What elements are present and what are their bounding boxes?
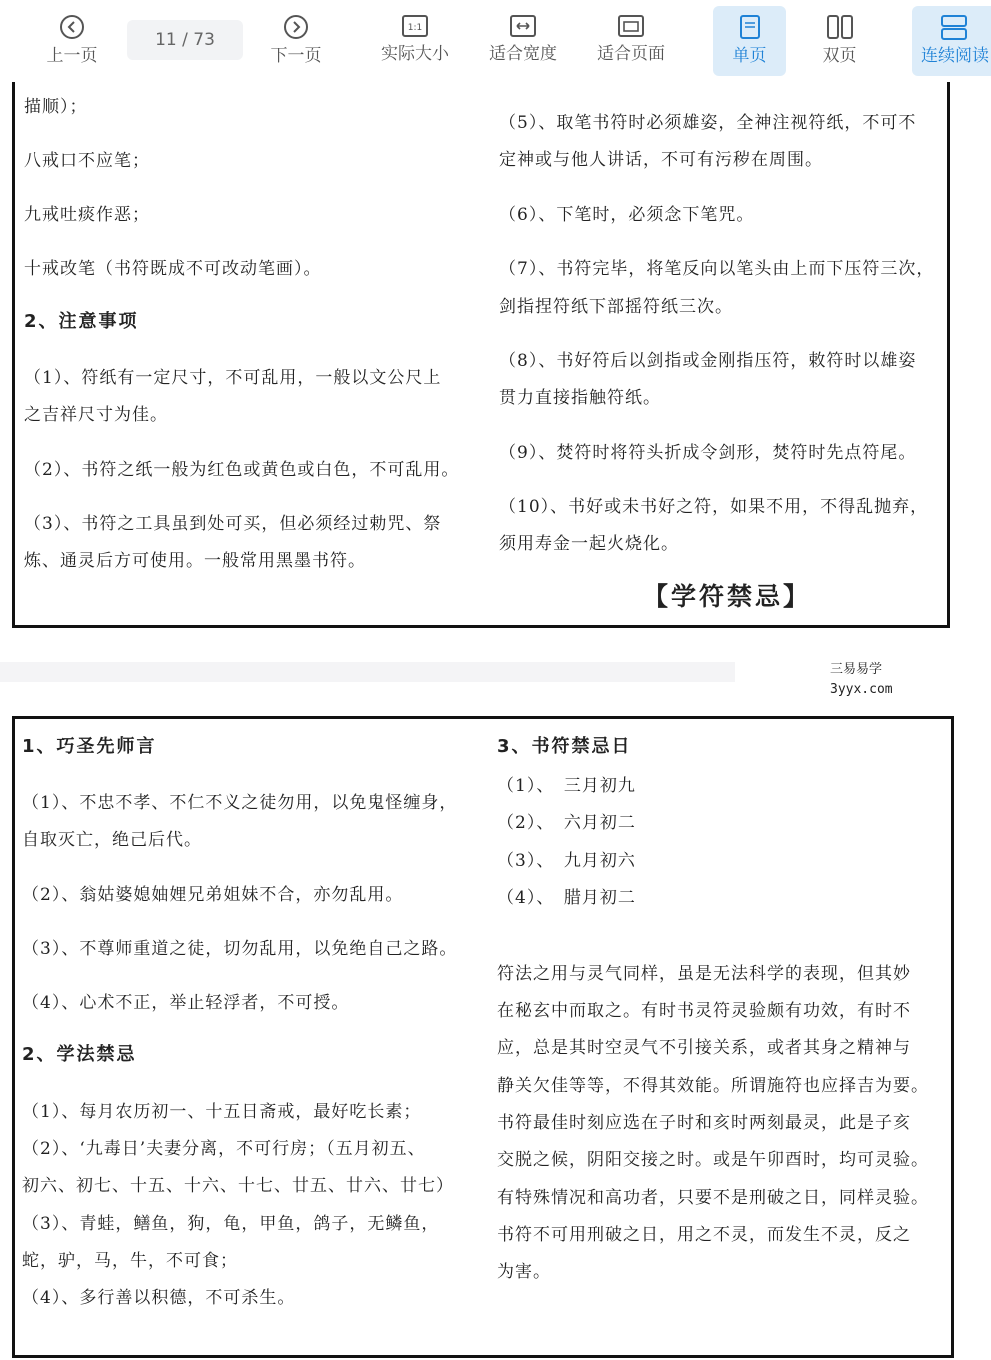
fit-page-button[interactable] (588, 6, 674, 76)
text-line: （4）、多行善以积德，不可杀生。 (22, 1288, 296, 1308)
text-line: 定神或与他人讲话，不可有污秽在周围。 (499, 150, 823, 170)
document-page-12 (12, 716, 954, 1358)
svg-text:1:1: 1:1 (407, 23, 423, 33)
text-line: 符法之用与灵气同样，虽是无法科学的表现，但其妙 (497, 964, 911, 984)
continuous-reading-icon (940, 14, 968, 40)
text-line: 八戒口不应笔； (24, 151, 150, 171)
text-line: 之吉祥尺寸为佳。 (24, 405, 168, 425)
page1-left-column (24, 40, 484, 620)
watermark-line: 三易易学 (830, 662, 883, 677)
text-line: 为害。 (497, 1262, 551, 1282)
section-title: 【学符禁忌】 (643, 582, 812, 611)
section-heading: 1、巧圣先师言 (22, 736, 157, 757)
text-line: （7）、书符完毕，将笔反向以笔头由上而下压符三次， (499, 259, 935, 279)
text-line: 自取灭亡，绝己后代。 (22, 830, 202, 850)
text-line: （2）、翁姑婆媳妯娌兄弟姐妹不合，亦勿乱用。 (22, 885, 404, 905)
watermark (830, 660, 893, 700)
text-line: （1）、不忠不孝、不仁不义之徒勿用，以免鬼怪缠身， (22, 793, 458, 813)
text-line: 十戒改笔（书符既成不可改动笔画）。 (24, 259, 322, 279)
text-line: （4）、心术不正，举止轻浮者，不可授。 (22, 993, 350, 1013)
double-page-label: 双页 (822, 46, 857, 66)
text-line: 剑指捏符纸下部摇符纸三次。 (499, 297, 733, 317)
text-line: 书符不可用刑破之日，用之不灵，而发生不灵，反之 (497, 1225, 911, 1245)
next-page-button[interactable] (260, 6, 332, 76)
continuous-reading-button[interactable] (912, 6, 991, 76)
text-line: 九戒吐痰作恶； (24, 205, 150, 225)
text-line: 静关欠佳等等，不得其效能。所谓施符也应择吉为要。 (497, 1076, 929, 1096)
fit-page-label: 适合页面 (597, 44, 665, 64)
actual-size-label: 实际大小 (381, 44, 449, 64)
text-line: （6）、下笔时，必须念下笔咒。 (499, 205, 755, 225)
text-line: （3）、不尊师重道之徒，切勿乱用，以免绝自己之路。 (22, 939, 458, 959)
text-line: 初六、初七、十五、十六、十七、廿五、廿六、廿七） (22, 1176, 454, 1196)
single-page-icon (739, 14, 761, 40)
prev-page-button[interactable] (36, 6, 108, 76)
text-line: （3）、青蛙，鳝鱼，狗，龟，甲鱼，鸽子，无鳞鱼， (22, 1214, 440, 1234)
fit-width-icon (509, 14, 537, 38)
watermark-line: 3yyx.com (830, 682, 893, 697)
double-page-icon (826, 14, 854, 40)
page2-left-column (22, 719, 487, 1349)
single-page-label: 单页 (732, 46, 767, 66)
viewer-toolbar (0, 0, 991, 82)
text-line: 应，总是其时空灵气不引接关系，或者其身之精神与 (497, 1038, 911, 1058)
section-heading: 2、学法禁忌 (22, 1044, 137, 1065)
text-line: （10）、书好或未书好之符，如果不用，不得乱抛弃， (499, 497, 929, 517)
text-line: 蛇，驴，马，牛，不可食； (22, 1251, 238, 1271)
text-line: （2）、书符之纸一般为红色或黄色或白色，不可乱用。 (24, 460, 460, 480)
double-page-button[interactable] (803, 6, 876, 76)
text-line: 须用寿金一起火烧化。 (499, 534, 679, 554)
text-line: 描顺）； (24, 97, 88, 117)
text-line: （3）、 九月初六 (497, 851, 636, 871)
section-heading: 2、注意事项 (24, 311, 139, 332)
text-line: 有特殊情况和高功者，只要不是刑破之日，同样灵验。 (497, 1188, 929, 1208)
text-line: 书符最佳时刻应选在子时和亥时两刻最灵，此是子亥 (497, 1113, 911, 1133)
text-line: （1）、 三月初九 (497, 776, 636, 796)
text-line: （1）、每月农历初一、十五日斋戒，最好吃长素； (22, 1102, 422, 1122)
page-indicator[interactable] (127, 20, 243, 60)
fit-width-label: 适合宽度 (489, 44, 557, 64)
text-line: （3）、书符之工具虽到处可买，但必须经过勅咒、祭 (24, 514, 442, 534)
text-line: （2）、‘九毒日’夫妻分离，不可行房；（五月初五、 (22, 1139, 426, 1159)
text-line: （8）、书好符后以剑指或金刚指压符，敕符时以雄姿 (499, 351, 917, 371)
text-line: （1）、符纸有一定尺寸，不可乱用，一般以文公尺上 (24, 368, 442, 388)
continuous-reading-label: 连续阅读 (921, 46, 989, 66)
text-line: 炼、通灵后方可使用。一般常用黑墨书符。 (24, 551, 366, 571)
actual-size-button[interactable] (372, 6, 458, 76)
page-indicator-text: 11 / 73 (155, 30, 215, 50)
document-page-11 (12, 40, 950, 628)
prev-page-label: 上一页 (46, 46, 98, 66)
text-line: 交脱之候，阴阳交接之时。或是午卯酉时，均可灵验。 (497, 1150, 929, 1170)
actual-size-icon (401, 14, 429, 38)
fit-page-icon (617, 14, 645, 38)
page1-right-column (499, 40, 949, 620)
page-gap (0, 662, 735, 682)
page2-right-column (497, 719, 952, 1349)
chevron-left-circle-icon (59, 14, 85, 40)
text-line: （4）、 腊月初二 (497, 888, 636, 908)
text-line: （2）、 六月初二 (497, 813, 636, 833)
next-page-label: 下一页 (270, 46, 322, 66)
chevron-right-circle-icon (283, 14, 309, 40)
fit-width-button[interactable] (480, 6, 566, 76)
text-line: 在秘玄中而取之。有时书灵符灵验颇有功效，有时不 (497, 1001, 911, 1021)
single-page-button[interactable] (713, 6, 786, 76)
section-heading: 3、书符禁忌日 (497, 736, 632, 757)
text-line: （5）、取笔书符时必须雄姿，全神注视符纸，不可不 (499, 113, 917, 133)
text-line: 贯力直接指触符纸。 (499, 388, 661, 408)
text-line: （9）、焚符时将符头折成令剑形，焚符时先点符尾。 (499, 443, 917, 463)
